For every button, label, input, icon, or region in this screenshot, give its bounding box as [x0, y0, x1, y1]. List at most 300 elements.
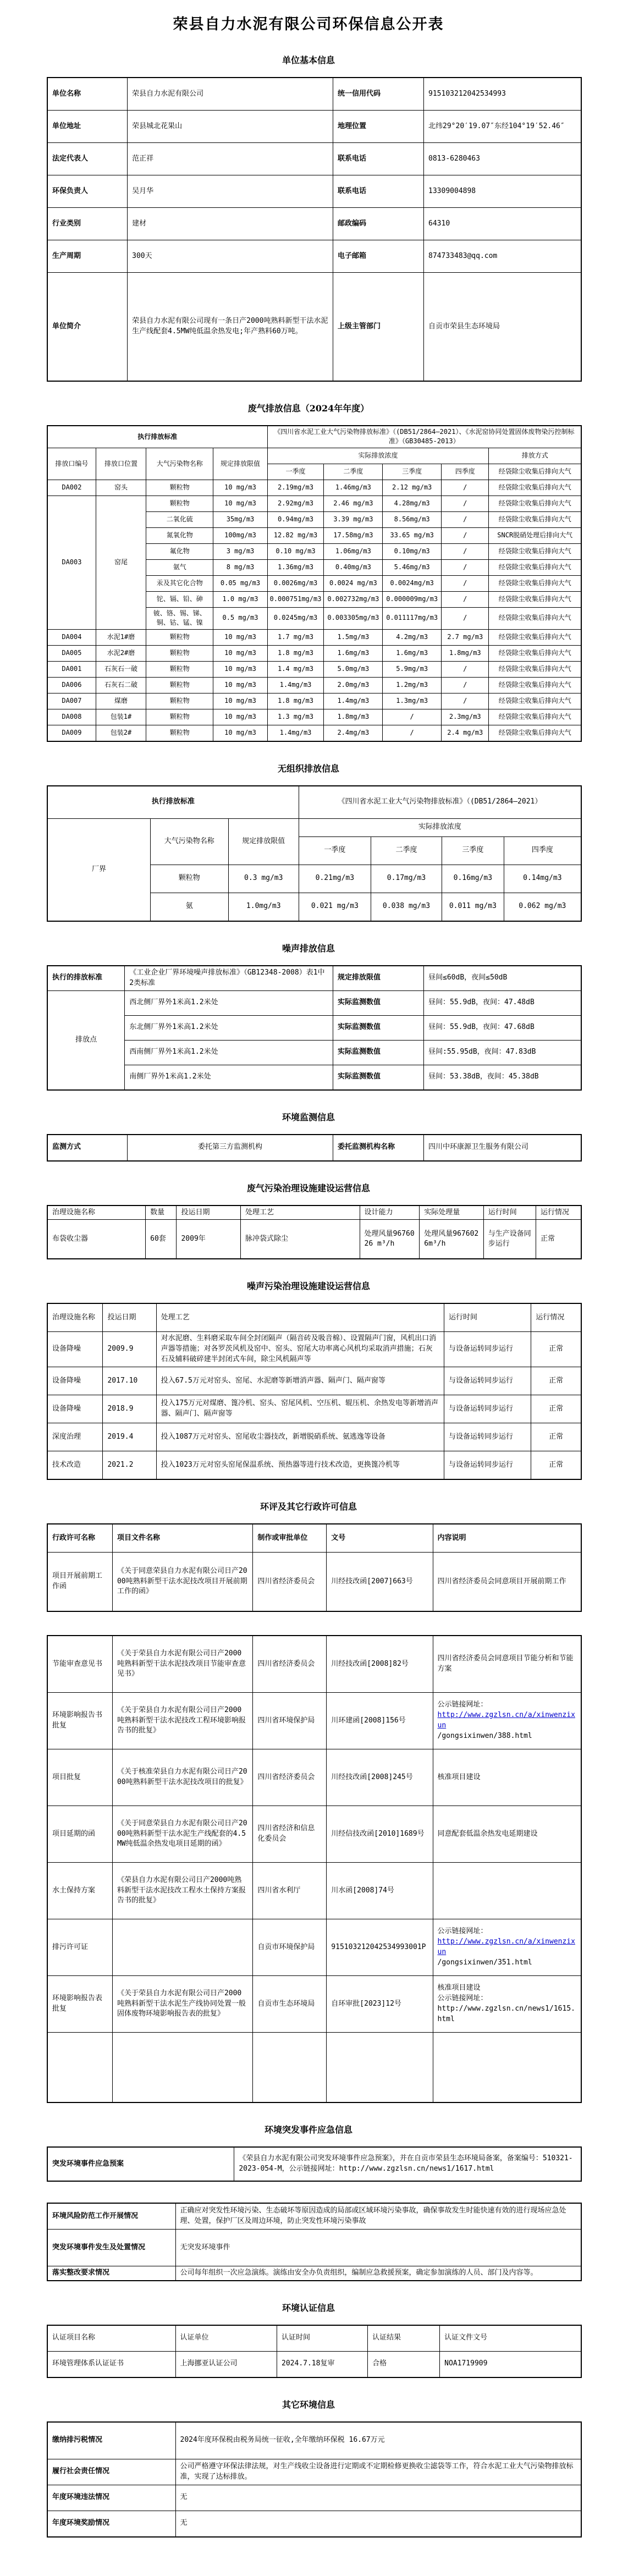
- value-cell: 2.3mg/m3: [442, 709, 489, 725]
- value-cell: 0.0026mg/m3: [267, 575, 324, 591]
- value-cell: 投入1087万元对窑头、窑尾收尘器技改，新增脱硝系统、氨逃逸等设备: [156, 1423, 444, 1451]
- value-cell: 17.58mg/m3: [324, 527, 383, 543]
- table-row: [47, 1015, 581, 1040]
- value-cell: 1.4mg/m3: [267, 677, 324, 693]
- value-cell: 投入175万元对煤磨、篦冷机、窑头、窑尾风机、空压机、辊压机、余热发电等新增消声器、隔声门、隔声窗等: [156, 1395, 444, 1423]
- value-cell: [433, 1692, 581, 1749]
- value-cell: 0.16mg/m3: [442, 865, 504, 893]
- value-cell: 石灰石一破: [96, 661, 146, 677]
- value-cell: 昼间:55.95dB，夜间：47.83dB: [424, 1040, 581, 1065]
- value-cell: 规定排放限值: [228, 818, 299, 865]
- env-officer-value: 吴月华: [128, 175, 333, 208]
- value-cell: 节能审查意见书: [47, 1636, 112, 1693]
- value-cell: 0.003305mg/m3: [324, 607, 383, 629]
- value-cell: 正常: [531, 1367, 581, 1395]
- value-cell: [327, 2032, 433, 2102]
- value-cell: 1.4mg/m3: [267, 725, 324, 741]
- label-cell: 执行排放标准: [47, 426, 267, 448]
- value-cell: /: [442, 575, 489, 591]
- value-cell: 川环建函[2008]156号: [327, 1692, 433, 1749]
- value-cell: 1.3 mg/m3: [267, 709, 324, 725]
- value-cell: 1.8mg/m3: [324, 709, 383, 725]
- value-cell: 0.21mg/m3: [299, 865, 371, 893]
- value-cell: 昼间：55.9dB，夜间：47.68dB: [424, 1015, 581, 1040]
- value-cell: 10 mg/m3: [213, 645, 267, 661]
- label-cell: 突发环境事件发生及处置情况: [47, 2229, 175, 2266]
- table-row: [47, 1040, 581, 1065]
- table-row: [47, 273, 581, 382]
- value-cell: 实际排放浓度: [267, 448, 489, 464]
- value-cell: 设备降噪: [47, 1367, 103, 1395]
- value-cell: 2009年: [177, 1220, 241, 1259]
- label-cell: 实际监测数值: [333, 1065, 423, 1090]
- value-cell: 川经技改函[2008]245号: [327, 1749, 433, 1806]
- value-cell: 5.9mg/m3: [383, 661, 442, 677]
- table-row: [47, 1220, 581, 1259]
- value-cell: 煤磨: [96, 693, 146, 709]
- value-cell: 设计能力: [360, 1206, 420, 1220]
- value-cell: 0.0245mg/m3: [267, 607, 324, 629]
- value-cell: 川经信技改函[2010]1689号: [327, 1806, 433, 1862]
- value-cell: 0.05 mg/m3: [213, 575, 267, 591]
- value-cell: 投运日期: [103, 1303, 156, 1332]
- value-cell: /: [442, 677, 489, 693]
- value-cell: 环境影响报告表批复: [47, 1975, 112, 2032]
- legal-rep-label: 法定代表人: [47, 143, 128, 175]
- value-cell: 1.36mg/m3: [267, 559, 324, 575]
- value-cell: 0.5 mg/m3: [213, 607, 267, 629]
- value-cell: 35mg/m3: [213, 511, 267, 527]
- value-cell: 1.8mg/m3: [442, 645, 489, 661]
- value-cell: 2017.10: [103, 1367, 156, 1395]
- value-cell: 0.17mg/m3: [371, 865, 442, 893]
- value-cell: DA007: [47, 693, 96, 709]
- monitoring-info-table: [47, 1134, 582, 1162]
- value-cell: 4.28mg/m3: [383, 496, 442, 511]
- value-cell: 2018.9: [103, 1395, 156, 1423]
- text-line: 公示链接网址：: [437, 1927, 488, 1936]
- value-cell: 四季度: [442, 464, 489, 480]
- table-row: [47, 1451, 581, 1479]
- value-cell: 2.46 mg/m3: [324, 496, 383, 511]
- value-cell: 经袋除尘收集后排向大气: [489, 607, 581, 629]
- label-cell: 实际监测数值: [333, 1040, 423, 1065]
- value-cell: 自贡市环境保护局: [253, 1919, 327, 1975]
- label-cell: 文号: [327, 1524, 433, 1553]
- value-cell: 上海挪亚认证公司: [175, 2351, 277, 2377]
- table-row: [47, 1135, 581, 1161]
- table-row: [47, 175, 581, 208]
- value-cell: 窑头: [96, 480, 146, 496]
- value-cell: 实际排放浓度: [299, 818, 581, 836]
- table-row: [47, 2511, 581, 2537]
- value-cell: 川经技改函[2007]663号: [327, 1552, 433, 1611]
- company-name-label: 单位名称: [47, 78, 128, 111]
- value-cell: 2.7 mg/m3: [442, 629, 489, 645]
- value-cell: 排放方式: [489, 448, 581, 464]
- value-cell: 一季度: [299, 836, 371, 865]
- table-row: [47, 2485, 581, 2511]
- value-cell: 0.0024mg/m3: [383, 575, 442, 591]
- value-cell: 同意配套低温余热发电延期建设: [433, 1806, 581, 1862]
- table-row: [47, 208, 581, 240]
- text-line: /gongsixinwen/351.html: [437, 1958, 532, 1967]
- waste-gas-emission-table: [47, 425, 582, 742]
- value-cell: 4.2mg/m3: [383, 629, 442, 645]
- value-cell: 汞及其它化合物: [146, 575, 213, 591]
- value-cell: 5.46mg/m3: [383, 559, 442, 575]
- value-cell: 正常: [531, 1332, 581, 1367]
- table-row: [47, 966, 581, 991]
- table-row: [47, 1919, 581, 1975]
- value-cell: 氟化物: [146, 543, 213, 559]
- profile-value: 荣县自力水泥有限公司现有一条日产2000吨熟料新型干法水泥生产线配套4.5MW纯低温余热发电;年产熟料60万吨。: [128, 273, 333, 382]
- value-cell: 10 mg/m3: [213, 693, 267, 709]
- label-cell: 内容说明: [433, 1524, 581, 1553]
- value-cell: 1.0mg/m3: [228, 893, 299, 921]
- table-row: [47, 240, 581, 273]
- text-line: 公示链接网址：: [437, 1700, 488, 1709]
- value-cell: 颗粒物: [146, 629, 213, 645]
- value-cell: 认证项目名称: [47, 2325, 175, 2352]
- value-cell: 0.000009mg/m3: [383, 591, 442, 607]
- section-heading: 无组织排放信息: [277, 763, 339, 774]
- table-row: [47, 2229, 581, 2266]
- value-cell: 昼间≤60dB，夜间≤50dB: [424, 966, 581, 991]
- value-cell: 915103212042534993001P: [327, 1919, 433, 1975]
- value-cell: 10 mg/m3: [213, 677, 267, 693]
- value-cell: 1.46mg/m3: [324, 480, 383, 496]
- value-cell: 0.011117mg/m3: [383, 607, 442, 629]
- value-cell: 窑尾: [96, 496, 146, 629]
- value-cell: 颗粒物: [146, 693, 213, 709]
- value-cell: 经袋除尘收集后排向大气: [489, 511, 581, 527]
- table-row: [47, 448, 581, 464]
- credit-code-value: 915103212042534993: [424, 78, 581, 111]
- table-row: [47, 2147, 581, 2181]
- value-cell: 川经技改函[2008]82号: [327, 1636, 433, 1693]
- value-cell: /: [442, 607, 489, 629]
- label-cell: 落实整改要求情况: [47, 2266, 175, 2280]
- value-cell: 无突发环境事件: [175, 2229, 581, 2266]
- value-cell: 处理工艺: [240, 1206, 360, 1220]
- value-cell: 氨: [150, 893, 228, 921]
- value-cell: 经袋除尘收集后排向大气: [489, 575, 581, 591]
- value-cell: 8 mg/m3: [213, 559, 267, 575]
- value-cell: 委托第三方监测机构: [128, 1135, 333, 1161]
- noise-treatment-facility-table: [47, 1303, 582, 1480]
- value-cell: 经袋除尘收集后排向大气: [489, 496, 581, 511]
- supervisor-label: 上级主管部门: [333, 273, 423, 382]
- section-heading: 其它环境信息: [282, 2399, 335, 2410]
- value-cell: 石灰石二破: [96, 677, 146, 693]
- section-heading: 噪声排放信息: [282, 943, 335, 954]
- value-cell: 10 mg/m3: [213, 661, 267, 677]
- value-cell: 《荣县自力水泥有限公司日产2000吨熟料新型干法水泥技改工程水土保持方案报告书的批复》: [112, 1862, 252, 1919]
- value-cell: 颗粒物: [146, 725, 213, 741]
- value-cell: 二季度: [371, 836, 442, 865]
- value-cell: 《关于核准荣县自力水泥有限公司日产2000吨熟料新型干法水泥技改项目的批复》: [112, 1749, 252, 1806]
- section-heading: 环评及其它行政许可信息: [260, 1501, 357, 1512]
- value-cell: 颗粒物: [146, 496, 213, 511]
- value-cell: 经袋除尘收集后排向大气: [489, 645, 581, 661]
- value-cell: 0.000751mg/m3: [267, 591, 324, 607]
- value-cell: 一季度: [267, 464, 324, 480]
- section-heading: 环境突发事件应急信息: [264, 2124, 352, 2135]
- value-cell: 2.4 mg/m3: [442, 725, 489, 741]
- value-cell: 正确应对突发性环境污染、生态破坏等原因造成的局部或区域环境污染事故，确保事故发生时能快速有效的进行现场应急处理、处置，保护厂区及周边环境，防止突发性环境污染事故: [175, 2203, 581, 2230]
- table-row: [47, 78, 581, 111]
- value-cell: /: [442, 559, 489, 575]
- value-cell: 四川省水利厅: [253, 1862, 327, 1919]
- value-cell: /: [383, 725, 442, 741]
- value-cell: 与设备运转同步运行: [444, 1332, 531, 1367]
- table-row: [47, 1395, 581, 1423]
- label-cell: 年度环境奖励情况: [47, 2511, 175, 2537]
- value-cell: 经袋除尘收集后排向大气: [489, 709, 581, 725]
- value-cell: 1.6mg/m3: [383, 645, 442, 661]
- value-cell: 0.10 mg/m3: [267, 543, 324, 559]
- value-cell: 颗粒物: [150, 865, 228, 893]
- table-row: [47, 629, 581, 645]
- table-row: [47, 1806, 581, 1862]
- value-cell: 0.3 mg/m3: [228, 865, 299, 893]
- address-label: 单位地址: [47, 111, 128, 143]
- value-cell: 1.7 mg/m3: [267, 629, 324, 645]
- address-value: 荣县城北花果山: [128, 111, 333, 143]
- value-cell: 1.5mg/m3: [324, 629, 383, 645]
- value-cell: 100mg/m3: [213, 527, 267, 543]
- section-heading: 环境认证信息: [282, 2302, 335, 2313]
- company-name-value: 荣县自力水泥有限公司: [128, 78, 333, 111]
- value-cell: 项目批复: [47, 1749, 112, 1806]
- value-cell: 运行情况: [531, 1303, 581, 1332]
- value-cell: 33.65 mg/m3: [383, 527, 442, 543]
- table-row: [47, 2459, 581, 2485]
- value-cell: 2019.4: [103, 1423, 156, 1451]
- section-heading: 单位基本信息: [282, 55, 335, 65]
- label-cell: 实际监测数值: [333, 1015, 423, 1040]
- value-cell: [433, 1919, 581, 1975]
- gas-treatment-facility-table: [47, 1205, 582, 1260]
- value-cell: 运行时间: [444, 1303, 531, 1332]
- value-cell: 1.06mg/m3: [324, 543, 383, 559]
- value-cell: 川水函[2008]74号: [327, 1862, 433, 1919]
- value-cell: 经袋除尘收集后排向大气: [489, 677, 581, 693]
- table-row: [47, 1065, 581, 1090]
- value-cell: 四川省经济委员会: [253, 1749, 327, 1806]
- value-cell: 公司严格遵守环保法律法规，对生产线收尘设备进行定期或不定期检修更换收尘滤袋等工作，符合水泥工业大气污染物排放标准，实现了达标排放。: [175, 2459, 581, 2485]
- credit-code-label: 统一信用代码: [333, 78, 423, 111]
- label-cell: 行政许可名称: [47, 1524, 112, 1553]
- phone2-label: 联系电话: [333, 175, 423, 208]
- value-cell: 四川中环康源卫生服务有限公司: [424, 1135, 581, 1161]
- value-cell: 合格: [368, 2351, 440, 2377]
- value-cell: 项目开展前期工作函: [47, 1552, 112, 1611]
- value-cell: 《关于同意荣县自力水泥有限公司日产2000吨熟料新型干法水泥技改项目开展前期工作的函》: [112, 1552, 252, 1611]
- value-cell: 环境影响报告书批复: [47, 1692, 112, 1749]
- value-cell: /: [442, 543, 489, 559]
- value-cell: 投入1023万元对窑头窑尾保温系统、预热器等进行技术改造，更换篦冷机等: [156, 1451, 444, 1479]
- value-cell: 2021.2: [103, 1451, 156, 1479]
- value-cell: 投入67.5万元对窑头、窑尾、水泥磨等新增消声器、隔声门、隔声窗等: [156, 1367, 444, 1395]
- table-row: [47, 645, 581, 661]
- email-value: 874733483@qq.com: [424, 240, 581, 273]
- value-cell: 正常: [531, 1451, 581, 1479]
- phone-value: 0813-6280463: [424, 143, 581, 175]
- page-title: 荣县自力水泥有限公司环保信息公开表: [173, 16, 444, 33]
- value-cell: 《关于荣县自力水泥有限公司日产2000吨熟料新型干法水泥技改项目节能审查意见书》: [112, 1636, 252, 1693]
- cycle-label: 生产周期: [47, 240, 128, 273]
- value-cell: DA003: [47, 496, 96, 629]
- value-cell: 氮氧化物: [146, 527, 213, 543]
- value-cell: 正常: [536, 1220, 581, 1259]
- value-cell: 3.39 mg/m3: [324, 511, 383, 527]
- noise-emission-table: [47, 965, 582, 1091]
- value-cell: 铍、铬、锡、锑、铜、钴、锰、镍: [146, 607, 213, 629]
- cycle-value: 300天: [128, 240, 333, 273]
- value-cell: 0.002732mg/m3: [324, 591, 383, 607]
- value-cell: 与生产设备同步运行: [483, 1220, 536, 1259]
- value-cell: 1.6mg/m3: [324, 645, 383, 661]
- external-link[interactable]: http://www.zgzlsn.cn/a/xinwenzixun: [437, 1937, 575, 1956]
- value-cell: 三季度: [383, 464, 442, 480]
- value-cell: 正常: [531, 1395, 581, 1423]
- value-cell: 处理风量9676026m³/h: [420, 1220, 484, 1259]
- value-cell: 认证文件文号: [440, 2325, 581, 2352]
- value-cell: 2.4mg/m3: [324, 725, 383, 741]
- value-cell: 氨气: [146, 559, 213, 575]
- value-cell: DA006: [47, 677, 96, 693]
- text-line: 核准项目建设: [437, 1984, 481, 1992]
- value-cell: 处理工艺: [156, 1303, 444, 1332]
- value-cell: 2.19mg/m3: [267, 480, 324, 496]
- value-cell: 2024年度环保税由税务局统一征收,全年缴纳环保税 16.67万元: [175, 2422, 581, 2459]
- table-row: [47, 693, 581, 709]
- basic-info-table: [47, 77, 582, 382]
- value-cell: 0.062 mg/m3: [504, 893, 581, 921]
- section-heading: 废气污染治理设施建设运营信息: [246, 1182, 370, 1193]
- value-cell: 0.021 mg/m3: [299, 893, 371, 921]
- table-row: [47, 1975, 581, 2032]
- value-cell: 排放口编号: [47, 448, 96, 480]
- value-cell: 0.10mg/m3: [383, 543, 442, 559]
- table-row: [47, 111, 581, 143]
- value-cell: 1.8 mg/m3: [267, 693, 324, 709]
- table-row: [47, 990, 581, 1015]
- value-cell: 铊、镉、铅、砷: [146, 591, 213, 607]
- document-content: [0, 53, 617, 2538]
- label-cell: 突发环境事件应急预案: [47, 2147, 234, 2181]
- table-row: [47, 1332, 581, 1367]
- table-row: [47, 725, 581, 741]
- value-cell: 水土保持方案: [47, 1862, 112, 1919]
- table-row: [47, 818, 581, 836]
- value-cell: 无: [175, 2511, 581, 2537]
- value-cell: 无: [175, 2485, 581, 2511]
- value-cell: 2.12 mg/m3: [383, 480, 442, 496]
- value-cell: 二氧化硫: [146, 511, 213, 527]
- value-cell: 经袋除尘收集后排向大气: [489, 464, 581, 480]
- value-cell: 2.0mg/m3: [324, 677, 383, 693]
- label-cell: 监测方式: [47, 1135, 128, 1161]
- value-cell: 排污许可证: [47, 1919, 112, 1975]
- table-row: [47, 2032, 581, 2102]
- value-cell: [112, 2032, 252, 2102]
- value-cell: 厂界: [47, 818, 150, 921]
- value-cell: 0.94mg/m3: [267, 511, 324, 527]
- env-officer-label: 环保负责人: [47, 175, 128, 208]
- value-cell: 自贡市生态环境局: [253, 1975, 327, 2032]
- supervisor-value: 自贡市荣县生态环境局: [424, 273, 581, 382]
- value-cell: 包装2#: [96, 725, 146, 741]
- table-row: [47, 2325, 581, 2352]
- value-cell: DA009: [47, 725, 96, 741]
- value-cell: 治理设施名称: [47, 1303, 103, 1332]
- value-cell: 1.2mg/m3: [383, 677, 442, 693]
- value-cell: 与设备运转同步运行: [444, 1451, 531, 1479]
- external-link[interactable]: http://www.zgzlsn.cn/a/xinwenzixun: [437, 1711, 575, 1730]
- table-row: [47, 1303, 581, 1332]
- value-cell: 公司每年组织一次应急演练。演练由安全办负责组织，编制应急救援预案，确定参加演练的人员、部门及内容等。: [175, 2266, 581, 2280]
- emergency-response-table: [47, 2203, 582, 2281]
- value-cell: 布袋收尘器: [47, 1220, 146, 1259]
- value-cell: 2024.7.18复审: [277, 2351, 368, 2377]
- value-cell: 南侧厂界外1米高1.2米处: [125, 1065, 333, 1090]
- value-cell: 10 mg/m3: [213, 480, 267, 496]
- value-cell: 脉冲袋式除尘: [240, 1220, 360, 1259]
- label-cell: 执行排放标准: [47, 786, 299, 819]
- value-cell: SNCR脱硝处理后排向大气: [489, 527, 581, 543]
- value-cell: DA005: [47, 645, 96, 661]
- value-cell: 经袋除尘收集后排向大气: [489, 480, 581, 496]
- value-cell: 1.0 mg/m3: [213, 591, 267, 607]
- value-cell: 三季度: [442, 836, 504, 865]
- value-cell: 2.92mg/m3: [267, 496, 324, 511]
- value-cell: [433, 2032, 581, 2102]
- value-cell: [253, 2032, 327, 2102]
- value-cell: 颗粒物: [146, 645, 213, 661]
- value-cell: 2009.9: [103, 1332, 156, 1367]
- label-cell: 执行的排放标准: [47, 966, 125, 991]
- table-row: [47, 426, 581, 448]
- table-row: [47, 1524, 581, 1553]
- label-cell: 委托监测机构名称: [333, 1135, 423, 1161]
- value-cell: 西南侧厂界外1米高1.2米处: [125, 1040, 333, 1065]
- value-cell: 东北侧厂界外1米高1.2米处: [125, 1015, 333, 1040]
- value-cell: DA001: [47, 661, 96, 677]
- value-cell: 0.011 mg/m3: [442, 893, 504, 921]
- value-cell: /: [442, 527, 489, 543]
- table-row: [47, 2203, 581, 2230]
- section-heading: 废气排放信息（2024年年度）: [247, 403, 370, 414]
- value-cell: 四川省经济和信息化委员会: [253, 1806, 327, 1862]
- value-cell: 60套: [146, 1220, 177, 1259]
- industry-label: 行业类别: [47, 208, 128, 240]
- value-cell: [433, 1975, 581, 2032]
- value-cell: /: [442, 661, 489, 677]
- table-row: [47, 661, 581, 677]
- label-cell: 项目文件名称: [112, 1524, 252, 1553]
- value-cell: /: [442, 496, 489, 511]
- table-row: [47, 1423, 581, 1451]
- value-cell: /: [442, 480, 489, 496]
- value-cell: 四川省经济委员会: [253, 1552, 327, 1611]
- value-cell: 1.4 mg/m3: [267, 661, 324, 677]
- value-cell: 投运日期: [177, 1206, 241, 1220]
- value-cell: 实际处理量: [420, 1206, 484, 1220]
- label-cell: 履行社会责任情况: [47, 2459, 175, 2485]
